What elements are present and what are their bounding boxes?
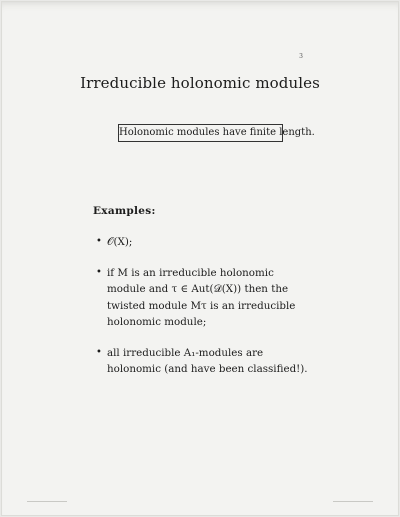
slide-title: Irreducible holonomic modules	[80, 74, 320, 93]
example-item	[93, 265, 315, 331]
example-text: all irreducible A₁-modules are holonomic (and have been classified!).	[107, 346, 308, 375]
slide-page	[1, 1, 399, 516]
scan-edge-mark-right	[333, 501, 373, 502]
example-text: 𝒪(X);	[107, 236, 133, 248]
example-item	[93, 234, 315, 251]
examples-list	[93, 234, 315, 378]
bullet-icon: •	[96, 236, 102, 247]
example-text: if M is an irreducible holonomic module and τ ∈ Aut(𝒟(X)) then the twisted module Mτ is an irreducible holonomic module;	[107, 266, 296, 328]
example-item	[93, 345, 315, 378]
bullet-icon: •	[96, 266, 102, 278]
boxed-statement: Holonomic modules have finite length.	[118, 124, 283, 142]
scan-edge-mark-left	[27, 501, 67, 502]
page-number: 3	[299, 53, 303, 60]
bullet-icon: •	[96, 346, 102, 358]
examples-heading: Examples:	[93, 205, 156, 217]
